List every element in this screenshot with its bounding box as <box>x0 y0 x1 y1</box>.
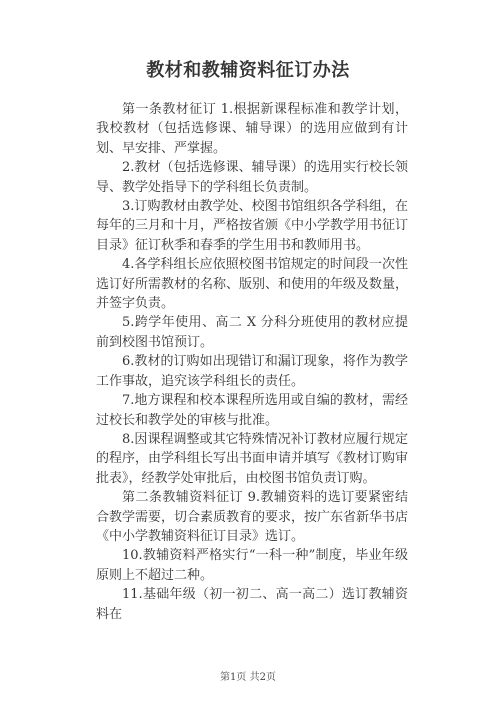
paragraph: 第二条教辅资料征订 9.教辅资料的选订要紧密结合教学需要，切合素质教育的要求，按广东省新华书店《中小学教辅资料征订目录》选订。 <box>96 490 409 544</box>
paragraph: 11.基础年级（初一初二、高一高二）选订教辅资料在 <box>96 587 408 622</box>
paragraph: 4.各学科组长应依照校图书馆规定的时间段一次性选订好所需教材的名称、版别、和使用的年级及数量，并签字负责。 <box>96 257 409 312</box>
paragraph: 8.因课程调整或其它特殊情况补订教材应履行规定的程序，由学科组长写出书面申请并填写《教材订购审批表》，经教学处审批后，由校图书馆负责订购。 <box>96 431 409 486</box>
paragraph: 3.订购教材由教学处、校图书馆组织各学科组，在每年的三月和十月，严格按省颁《中小学教学用书征订目录》征订秋季和春季的学生用书和教师用书。 <box>96 199 409 253</box>
document-body <box>96 100 408 624</box>
paragraph: 5.跨学年使用、高二 X 分科分班使用的教材应提前到校图书馆预订。 <box>96 315 408 350</box>
paragraph: 6.教材的订购如出现错订和漏订现象，将作为教学工作事故，追究该学科组长的责任。 <box>96 354 408 389</box>
paragraph: 10.教辅资料严格实行“一科一种”制度，毕业年级原则上不超过二种。 <box>96 548 408 583</box>
page-number: 第1页 共2页 <box>220 672 276 683</box>
paragraph: 7.地方课程和校本课程所选用或自编的教材，需经过校长和教学处的审核与批准。 <box>96 393 408 428</box>
paragraph: 2.教材（包括选修课、辅导课）的选用实行校长领导、教学处指导下的学科组长负责制。 <box>96 160 408 195</box>
document-title: 教材和教辅资料征订办法 <box>146 60 350 81</box>
paragraph: 第一条教材征订 1.根据新课程标准和教学计划，我校教材（包括选修课、辅导课）的选用应做到有计划、早安排、严掌握。 <box>96 102 408 156</box>
